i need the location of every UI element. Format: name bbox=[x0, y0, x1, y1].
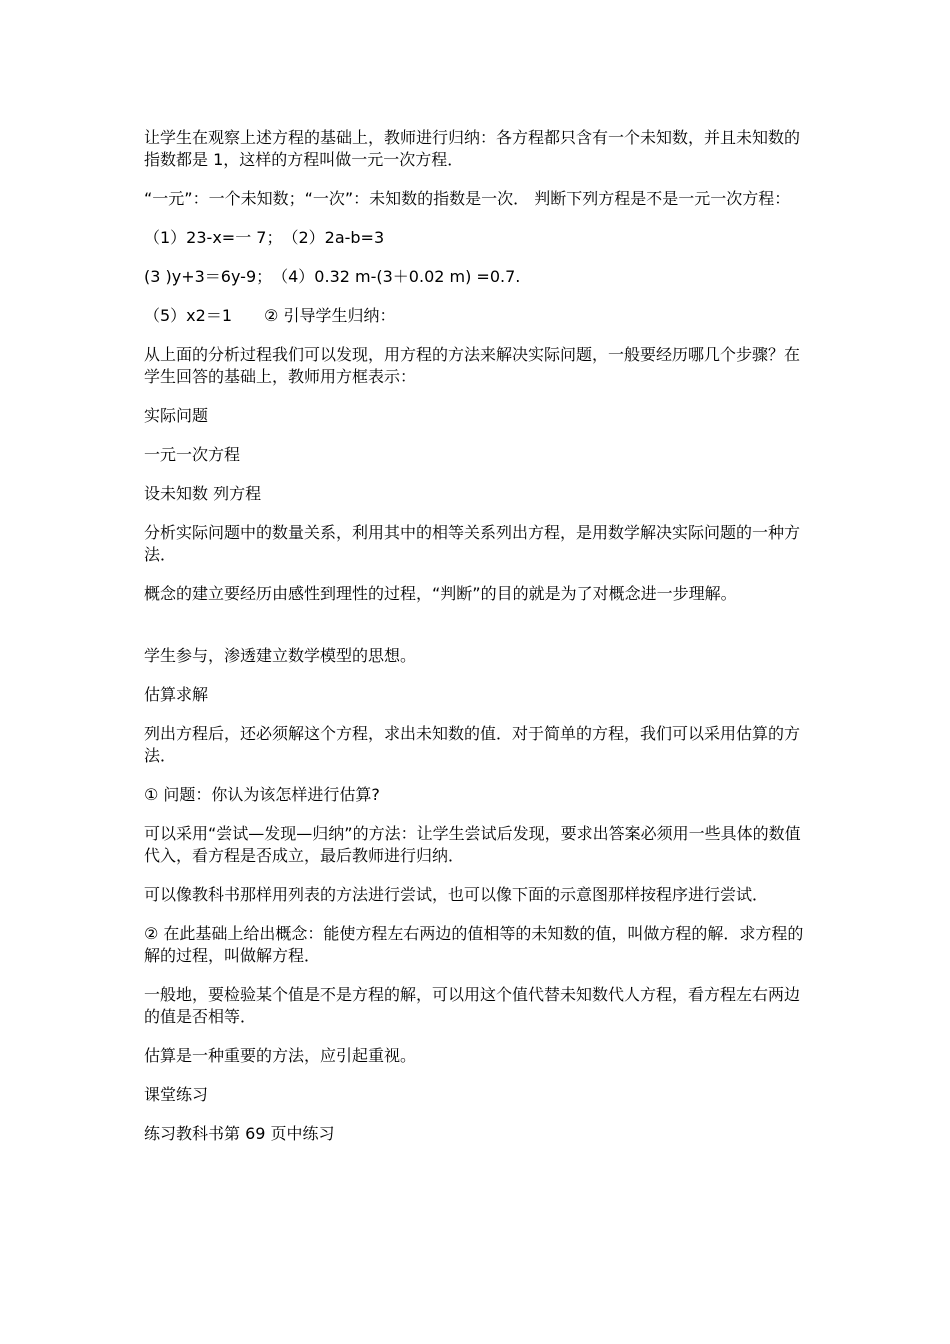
heading-classroom-practice: 课堂练习 bbox=[144, 1085, 209, 1104]
paragraph-concept: 概念的建立要经历由感性到理性的过程，“判断”的目的就是为了对概念进一步理解。 bbox=[144, 584, 737, 603]
paragraph-exercise: 练习教科书第 69 页中练习 bbox=[144, 1124, 335, 1143]
paragraph-importance: 估算是一种重要的方法，应引起重视。 bbox=[144, 1046, 417, 1065]
paragraph-solve: 列出方程后，还必须解这个方程，求出未知数的值．对于简单的方程，我们可以采用估算的方法． bbox=[144, 724, 801, 765]
paragraph-question: ① 问题：你认为该怎样进行估算? bbox=[144, 785, 380, 804]
equation-line-3: （5）x2＝1 ② 引导学生归纳： bbox=[144, 306, 396, 325]
equation-line-2: (3 )y+3＝6y-9； （4）0.32 m-(3＋0.02 m) =0.7. bbox=[144, 267, 521, 286]
box-label-set-unknown: 设未知数 列方程 bbox=[144, 484, 262, 503]
paragraph-method: 可以采用“尝试—发现—归纳”的方法：让学生尝试后发现，要求出答案必须用一些具体的数值代入，看方程是否成立，最后教师进行归纳． bbox=[144, 824, 801, 865]
document-body bbox=[144, 127, 814, 1162]
paragraph-table-method: 可以像教科书那样用列表的方法进行尝试，也可以像下面的示意图那样按程序进行尝试． bbox=[144, 885, 769, 904]
paragraph-definition: ② 在此基础上给出概念：能使方程左右两边的值相等的未知数的值，叫做方程的解．求方程的解的过程，叫做解方程． bbox=[144, 924, 804, 965]
paragraph-1: 让学生在观察上述方程的基础上，教师进行归纳：各方程都只含有一个未知数，并且未知数的指数都是 1，这样的方程叫做一元一次方程． bbox=[144, 128, 801, 169]
paragraph-check: 一般地，要检验某个值是不是方程的解，可以用这个值代替未知数代人方程，看方程左右两边的值是否相等． bbox=[144, 985, 801, 1026]
heading-estimation: 估算求解 bbox=[144, 685, 209, 704]
paragraph-analysis: 分析实际问题中的数量关系，利用其中的相等关系列出方程，是用数学解决实际问题的一种方法． bbox=[144, 523, 801, 564]
equation-line-1: （1）23-x=一 7； （2）2a-b=3 bbox=[144, 228, 385, 247]
paragraph-student-participation: 学生参与，渗透建立数学模型的思想。 bbox=[144, 646, 417, 665]
paragraph-2: “一元”：一个未知数；“一次”：未知数的指数是一次． 判断下列方程是不是一元一次方程： bbox=[144, 189, 791, 208]
box-label-linear-equation: 一元一次方程 bbox=[144, 445, 241, 464]
paragraph-steps: 从上面的分析过程我们可以发现，用方程的方法来解决实际问题，一般要经历哪几个步骤？在学生回答的基础上，教师用方框表示： bbox=[144, 345, 801, 386]
box-label-actual-problem: 实际问题 bbox=[144, 406, 209, 425]
